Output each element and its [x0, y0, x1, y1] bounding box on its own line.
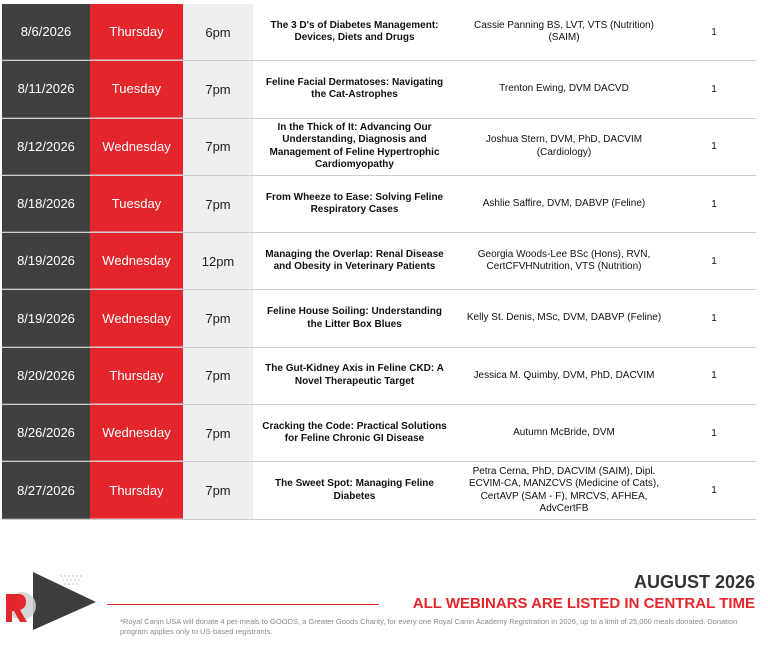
date-cell: 8/26/2026	[2, 405, 90, 461]
webinar-schedule-table	[2, 4, 756, 520]
speaker-cell: Petra Cerna, PhD, DACVIM (SAIM), Dipl. ECVIM-CA, MANZCVS (Medicine of Cats), CertAVP (SAM - F), MRCVS, AFHEA, AdvCertFB	[456, 462, 672, 518]
table-row	[2, 61, 756, 118]
speaker-cell: Kelly St. Denis, MSc, DVM, DABVP (Feline)	[456, 290, 672, 346]
table-row	[2, 290, 756, 347]
table-row	[2, 348, 756, 405]
credits-cell: 1	[672, 290, 756, 346]
title-cell: Cracking the Code: Practical Solutions for Feline Chronic GI Disease	[253, 405, 456, 461]
timezone-note: ALL WEBINARS ARE LISTED IN CENTRAL TIME	[412, 595, 755, 612]
table-row	[2, 119, 756, 176]
credits-cell: 1	[672, 61, 756, 117]
title-cell: In the Thick of It: Advancing Our Understanding, Diagnosis and Management of Feline Hypertrophic Cardiomyopathy	[253, 119, 456, 175]
page-footer	[0, 560, 768, 647]
day-cell: Wednesday	[90, 119, 183, 175]
table-row	[2, 405, 756, 462]
month-heading: AUGUST 2026	[633, 572, 755, 592]
day-cell: Thursday	[90, 462, 183, 518]
title-cell: Feline House Soiling: Understanding the Litter Box Blues	[253, 290, 456, 346]
time-cell: 7pm	[183, 176, 253, 232]
day-cell: Wednesday	[90, 233, 183, 289]
speaker-cell: Autumn McBride, DVM	[456, 405, 672, 461]
time-cell: 7pm	[183, 119, 253, 175]
date-cell: 8/20/2026	[2, 348, 90, 404]
date-cell: 8/11/2026	[2, 61, 90, 117]
credits-cell: 1	[672, 462, 756, 518]
time-cell: 6pm	[183, 4, 253, 60]
day-cell: Thursday	[90, 348, 183, 404]
time-cell: 7pm	[183, 290, 253, 346]
table-row	[2, 176, 756, 233]
date-cell: 8/12/2026	[2, 119, 90, 175]
time-cell: 7pm	[183, 61, 253, 117]
speaker-cell: Trenton Ewing, DVM DACVD	[456, 61, 672, 117]
day-cell: Wednesday	[90, 290, 183, 346]
day-cell: Thursday	[90, 4, 183, 60]
title-cell: The Sweet Spot: Managing Feline Diabetes	[253, 462, 456, 518]
date-cell: 8/18/2026	[2, 176, 90, 232]
credits-cell: 1	[672, 348, 756, 404]
table-row	[2, 233, 756, 290]
time-cell: 12pm	[183, 233, 253, 289]
title-cell: Feline Facial Dermatoses: Navigating the Cat-Astrophes	[253, 61, 456, 117]
date-cell: 8/27/2026	[2, 462, 90, 518]
speaker-cell: Georgia Woods-Lee BSc (Hons), RVN, CertCFVHNutrition, VTS (Nutrition)	[456, 233, 672, 289]
credits-cell: 1	[672, 119, 756, 175]
credits-cell: 1	[672, 405, 756, 461]
speaker-cell: Ashlie Saffire, DVM, DABVP (Feline)	[456, 176, 672, 232]
donation-disclaimer: *Royal Canin USA will donate 4 pet-meals to GOODS, a Greater Goods Charity, for every one Royal Canin Academy Registration in 2026, up to a limit of 25,000 meals donated. Donation program applies only to US-based registrants.	[120, 617, 738, 636]
day-cell: Wednesday	[90, 405, 183, 461]
table-row	[2, 4, 756, 61]
credits-cell: 1	[672, 4, 756, 60]
title-cell: The 3 D's of Diabetes Management: Devices, Diets and Drugs	[253, 4, 456, 60]
day-cell: Tuesday	[90, 61, 183, 117]
speaker-cell: Jessica M. Quimby, DVM, PhD, DACVIM	[456, 348, 672, 404]
title-cell: Managing the Overlap: Renal Disease and Obesity in Veterinary Patients	[253, 233, 456, 289]
credits-cell: 1	[672, 233, 756, 289]
time-cell: 7pm	[183, 405, 253, 461]
credits-cell: 1	[672, 176, 756, 232]
royal-canin-logo-icon	[6, 570, 98, 630]
time-cell: 7pm	[183, 348, 253, 404]
date-cell: 8/19/2026	[2, 233, 90, 289]
title-cell: From Wheeze to Ease: Solving Feline Respiratory Cases	[253, 176, 456, 232]
table-row	[2, 462, 756, 519]
date-cell: 8/6/2026	[2, 4, 90, 60]
title-cell: The Gut-Kidney Axis in Feline CKD: A Novel Therapeutic Target	[253, 348, 456, 404]
time-cell: 7pm	[183, 462, 253, 518]
divider-line	[107, 604, 379, 605]
day-cell: Tuesday	[90, 176, 183, 232]
speaker-cell: Joshua Stern, DVM, PhD, DACVIM (Cardiology)	[456, 119, 672, 175]
date-cell: 8/19/2026	[2, 290, 90, 346]
speaker-cell: Cassie Panning BS, LVT, VTS (Nutrition)(SAIM)	[456, 4, 672, 60]
